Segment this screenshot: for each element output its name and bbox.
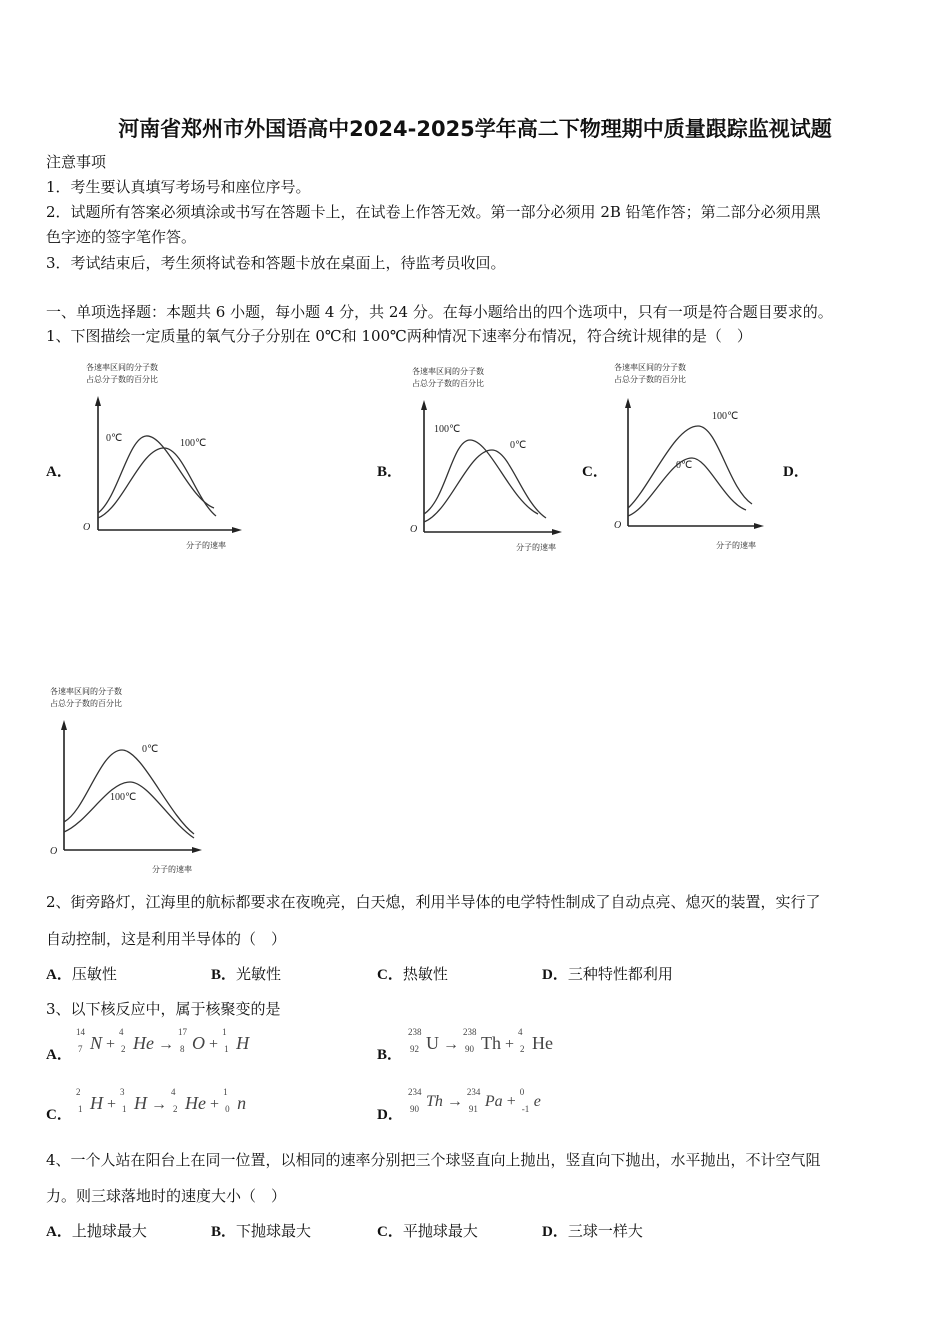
q1-graph-a <box>78 358 248 558</box>
option-text: 三种特性都利用 <box>567 965 673 983</box>
q3-option-a-label: A． <box>46 1047 72 1063</box>
graph-ylabel-2: 占总分子数的百分比 <box>412 379 484 388</box>
q3-equation-a: 14 7 N + 4 2 He → 17 8 O + 1 1 H <box>76 1027 250 1054</box>
q4-option-b <box>211 1220 311 1241</box>
q1-option-d-label: D． <box>783 464 809 480</box>
option-text: 上抛球最大 <box>71 1222 147 1240</box>
label-100c: 100℃ <box>180 438 207 449</box>
y-axis-arrow <box>95 396 101 406</box>
graph-ylabel-2: 占总分子数的百分比 <box>614 375 686 384</box>
option-label: B． <box>211 967 237 983</box>
q1-option-b-label: B． <box>377 464 403 480</box>
option-label: C． <box>377 1224 403 1240</box>
graph-ylabel-1: 各速率区间的分子数 <box>614 363 686 372</box>
q4-option-a <box>46 1220 147 1241</box>
curve-100c <box>64 782 194 838</box>
q3-option-c-label: C． <box>46 1107 72 1123</box>
q3-option-d-label: D． <box>377 1107 403 1123</box>
x-axis-arrow <box>754 523 764 529</box>
page-title: 河南省郑州市外国语高中2024-2025学年高二下物理期中质量跟踪监视试题 <box>118 117 832 141</box>
option-label: D． <box>542 967 568 983</box>
graph-xlabel: 分子的速率 <box>186 541 226 550</box>
notice-item: 1．考生要认真填写考场号和座位序号。 <box>46 178 311 196</box>
question-4-stem: 4、一个人站在阳台上在同一位置，以相同的速率分别把三个球竖直向上抛出，竖直向下抛出，水平抛出，不计空气阻 <box>46 1151 821 1169</box>
option-label: C． <box>377 967 403 983</box>
label-100c: 100℃ <box>110 792 137 803</box>
q3-equation-c: 2 1 H + 3 1 H → 4 2 He + 1 0 n <box>76 1087 247 1114</box>
option-text: 平抛球最大 <box>402 1222 478 1240</box>
question-2-stem-cont: 自动控制，这是利用半导体的（ ） <box>46 930 287 948</box>
q1-graph-b <box>398 362 568 562</box>
question-1-stem: 1、下图描绘一定质量的氧气分子分别在 0℃和 100℃两种情况下速率分布情况，符合统计规律的是（ ） <box>46 327 752 345</box>
q4-option-c <box>377 1220 478 1241</box>
label-100c: 100℃ <box>712 411 739 422</box>
q1-graph-c <box>600 358 770 558</box>
notice-heading: 注意事项 <box>46 153 107 171</box>
q3-equation-d: 234 90 Th → 234 91 Pa + 0 -1 e <box>408 1087 541 1114</box>
question-2-stem: 2、街旁路灯，江海里的航标都要求在夜晚亮，白天熄，利用半导体的电学特性制成了自动点亮、熄灭的装置，实行了 <box>46 893 821 911</box>
q3-option-b-label: B． <box>377 1047 403 1063</box>
y-axis-arrow <box>61 720 67 730</box>
graph-xlabel: 分子的速率 <box>152 865 192 874</box>
question-3-stem: 3、以下核反应中，属于核聚变的是 <box>46 1000 281 1018</box>
q2-option-b <box>211 963 281 984</box>
option-text: 压敏性 <box>71 965 117 983</box>
x-axis-arrow <box>552 529 562 535</box>
notice-item: 色字迹的签字笔作答。 <box>46 228 197 246</box>
q1-option-a-label: A． <box>46 464 72 480</box>
option-text: 光敏性 <box>236 965 282 983</box>
option-label: A． <box>46 1224 72 1240</box>
q2-option-c <box>377 963 448 984</box>
graph-ylabel-2: 占总分子数的百分比 <box>86 375 158 384</box>
question-4-stem-cont: 力。则三球落地时的速度大小（ ） <box>46 1187 287 1205</box>
label-0c: 0℃ <box>510 440 527 451</box>
graph-xlabel: 分子的速率 <box>516 543 556 552</box>
label-100c: 100℃ <box>434 424 461 435</box>
option-text: 下抛球最大 <box>236 1222 312 1240</box>
graph-origin: O <box>410 524 418 535</box>
q3-equation-b: 238 92 U → 238 90 Th + 4 2 He <box>408 1027 554 1054</box>
q1-option-c-label: C． <box>582 464 608 480</box>
graph-origin: O <box>614 520 622 531</box>
section-heading: 一、单项选择题：本题共 6 小题，每小题 4 分，共 24 分。在每小题给出的四个选项中，只有一项是符合题目要求的。 <box>46 303 833 321</box>
option-text: 热敏性 <box>402 965 448 983</box>
label-0c: 0℃ <box>142 744 159 755</box>
graph-origin: O <box>50 846 58 857</box>
label-0c: 0℃ <box>676 460 693 471</box>
curve-100c <box>98 448 216 518</box>
notice-item: 2．试题所有答案必须填涂或书写在答题卡上，在试卷上作答无效。第一部分必须用 2B 铅笔作答；第二部分必须用黑 <box>46 203 821 221</box>
graph-ylabel-1: 各速率区间的分子数 <box>86 363 158 372</box>
x-axis-arrow <box>232 527 242 533</box>
graph-origin: O <box>83 522 91 533</box>
q4-option-d <box>542 1220 643 1241</box>
graph-xlabel: 分子的速率 <box>716 541 756 550</box>
q2-option-d <box>542 963 673 984</box>
option-label: A． <box>46 967 72 983</box>
q2-option-a <box>46 963 117 984</box>
option-label: B． <box>211 1224 237 1240</box>
curve-100c <box>424 440 538 514</box>
option-text: 三球一样大 <box>567 1222 643 1240</box>
graph-ylabel-1: 各速率区间的分子数 <box>412 367 484 376</box>
label-0c: 0℃ <box>106 433 123 444</box>
y-axis-arrow <box>625 398 631 408</box>
q1-graph-d <box>42 682 212 882</box>
y-axis-arrow <box>421 400 427 410</box>
graph-ylabel-1: 各速率区间的分子数 <box>50 687 122 696</box>
x-axis-arrow <box>192 847 202 853</box>
graph-ylabel-2: 占总分子数的百分比 <box>50 699 122 708</box>
notice-item: 3．考试结束后，考生须将试卷和答题卡放在桌面上，待监考员收回。 <box>46 254 506 272</box>
option-label: D． <box>542 1224 568 1240</box>
